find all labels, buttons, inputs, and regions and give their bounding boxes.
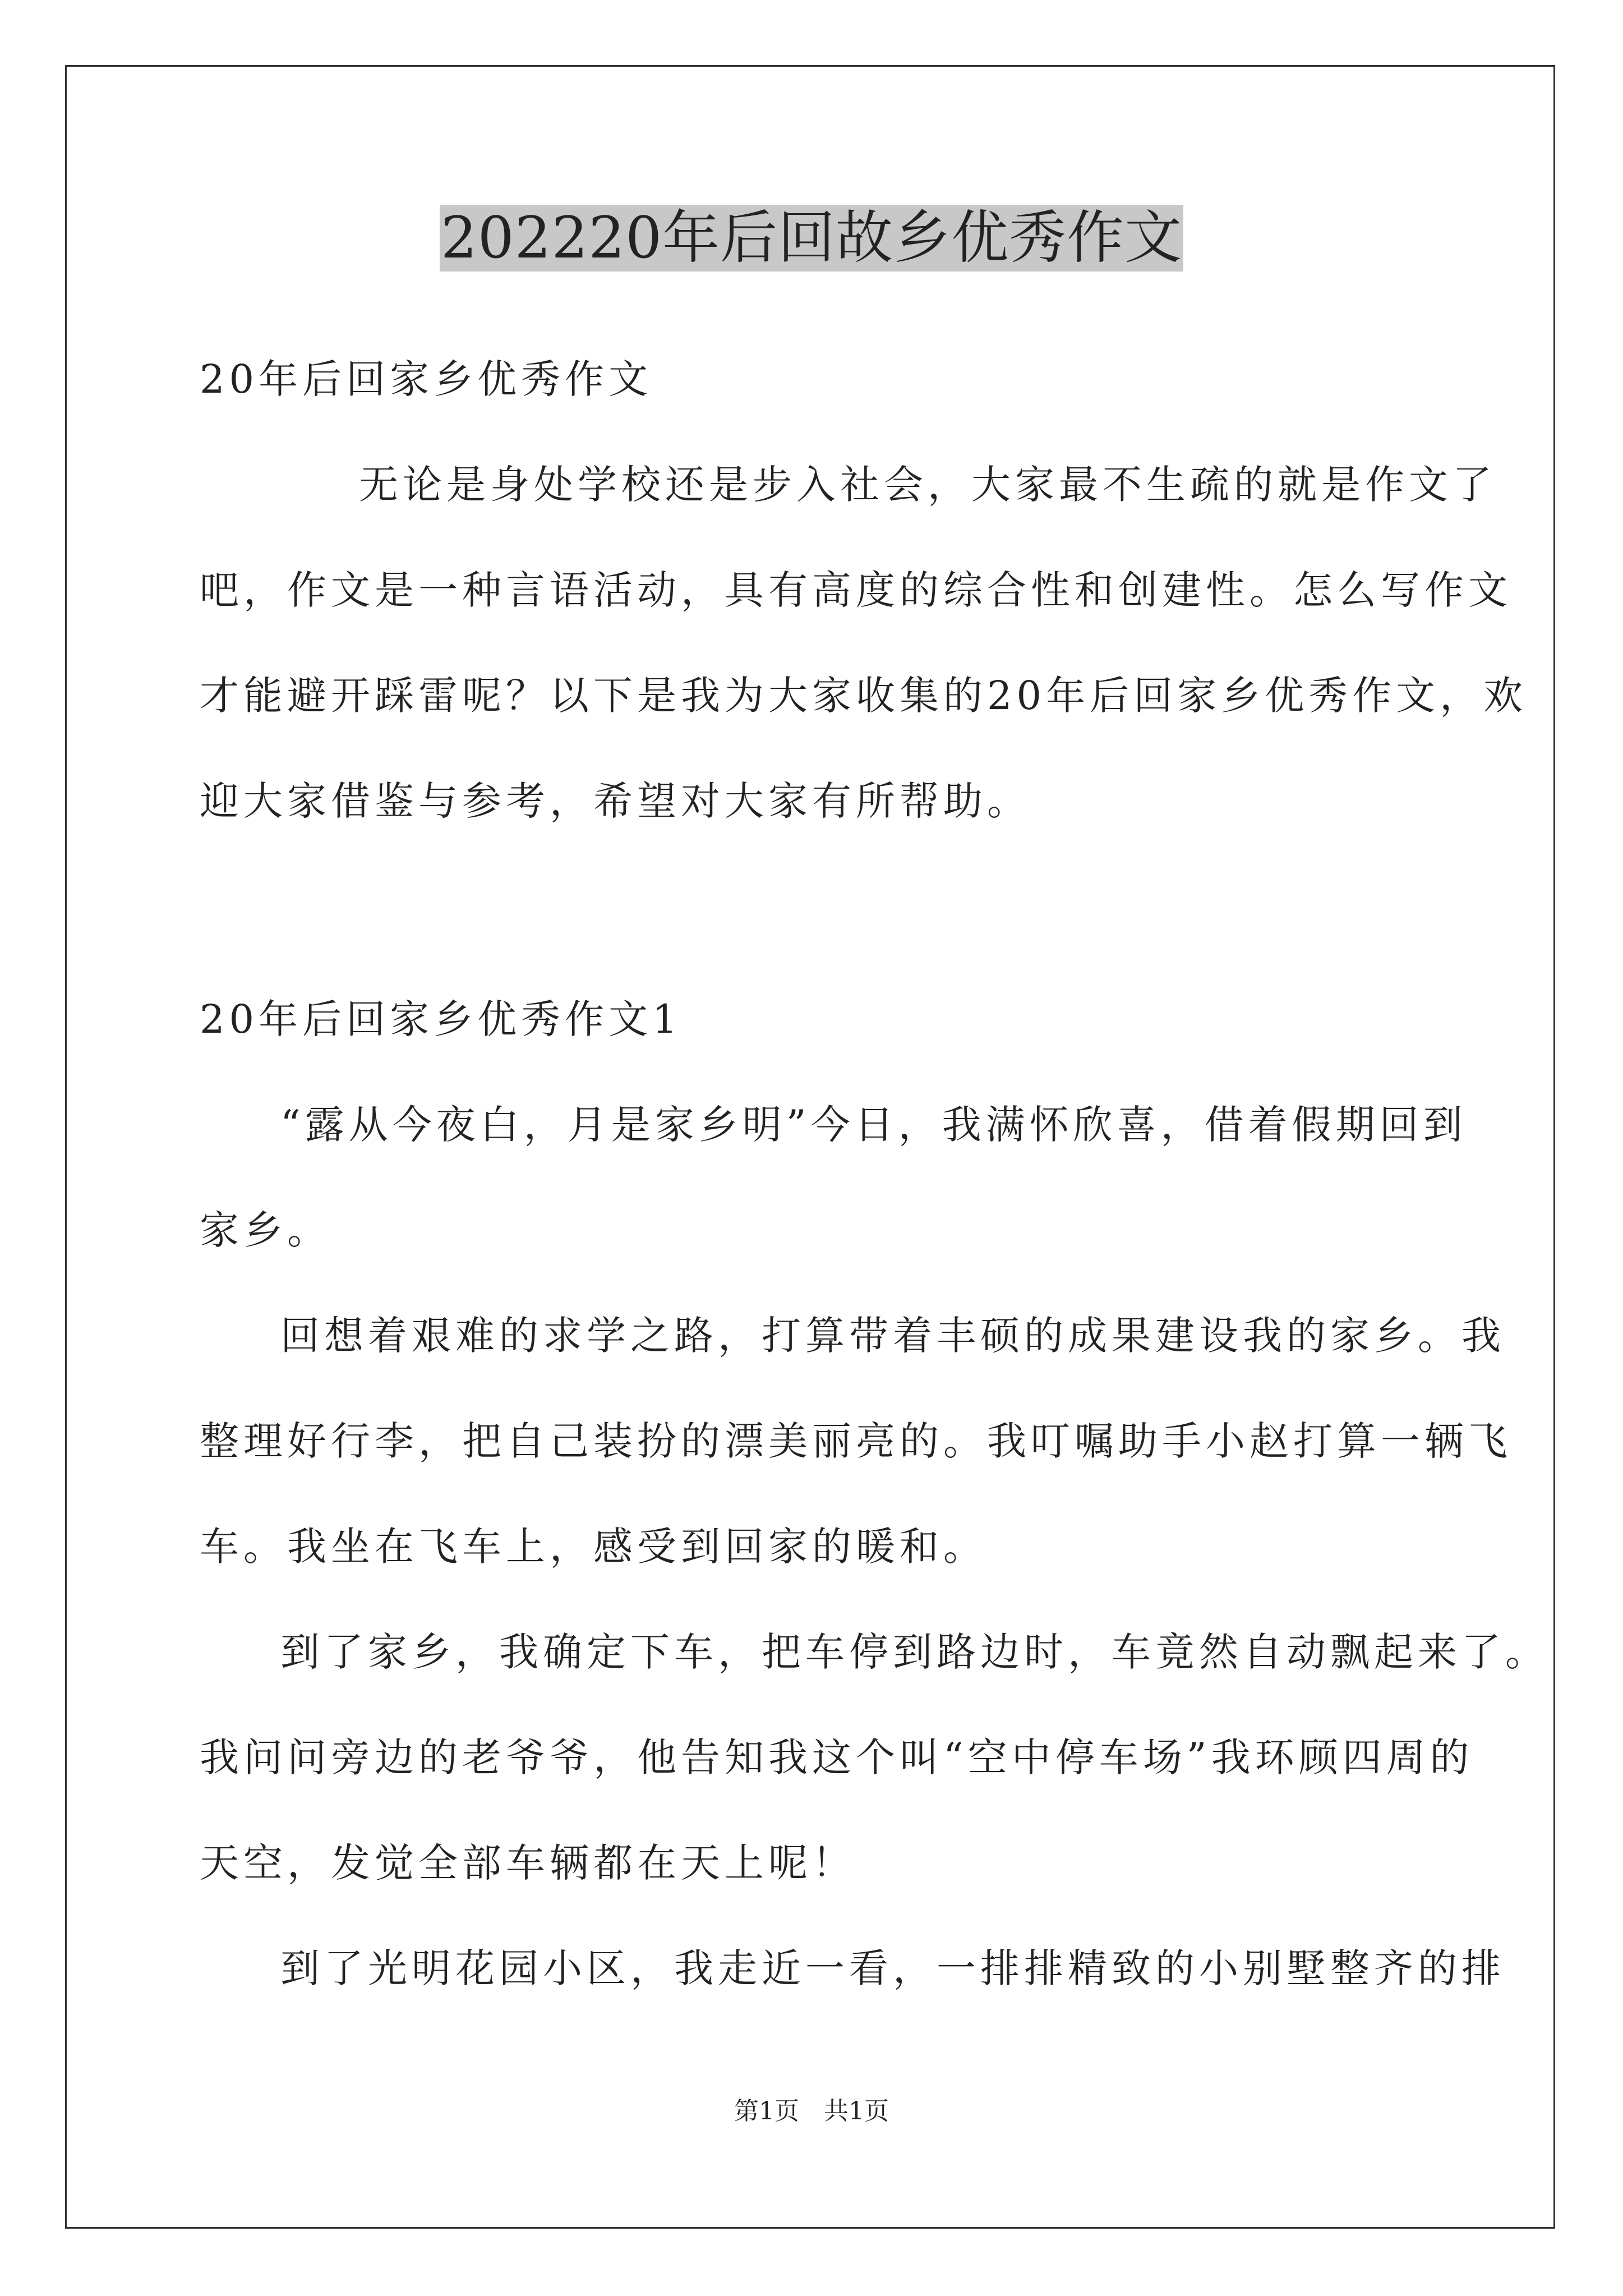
paragraph-4-line-1: 到了光明花园小区，我走近一看，一排排精致的小别墅整齐的排 xyxy=(280,1945,1505,1991)
paragraph-2-line-2: 整理好行李，把自己装扮的漂美丽亮的。我叮嘱助手小赵打算一辆飞 xyxy=(200,1418,1512,1464)
intro-line-3: 才能避开踩雷呢？以下是我为大家收集的20年后回家乡优秀作文，欢 xyxy=(200,673,1528,719)
paragraph-3-line-1: 到了家乡，我确定下车，把车停到路边时，车竟然自动飘起来了。 xyxy=(280,1629,1549,1675)
intro-line-2: 吧，作文是一种言语活动，具有高度的综合性和创建性。怎么写作文 xyxy=(200,567,1512,613)
paragraph-3-line-2: 我问问旁边的老爷爷，他告知我这个叫“空中停车场”我环顾四周的 xyxy=(200,1734,1474,1780)
title-text: 202220年后回故乡优秀作文 xyxy=(440,205,1183,272)
document-title xyxy=(0,202,1623,275)
paragraph-2-line-1: 回想着艰难的求学之路，打算带着丰硕的成果建设我的家乡。我 xyxy=(280,1313,1505,1359)
subtitle: 20年后回家乡优秀作文 xyxy=(200,356,653,402)
page-footer: 第1页 共1页 xyxy=(734,2097,889,2125)
paragraph-1-line-1: “露从今夜白，月是家乡明”今日，我满怀欣喜，借着假期回到 xyxy=(280,1102,1467,1148)
essay-heading: 20年后回家乡优秀作文1 xyxy=(200,996,682,1042)
intro-line-4: 迎大家借鉴与参考，希望对大家有所帮助。 xyxy=(200,778,1031,824)
paragraph-3-line-3: 天空，发觉全部车辆都在天上呢！ xyxy=(200,1840,856,1886)
intro-line-1: 无论是身处学校还是步入社会，大家最不生疏的就是作文了 xyxy=(359,462,1496,508)
paragraph-2-line-3: 车。我坐在飞车上，感受到回家的暖和。 xyxy=(200,1524,987,1570)
paragraph-1-line-2: 家乡。 xyxy=(200,1207,331,1253)
